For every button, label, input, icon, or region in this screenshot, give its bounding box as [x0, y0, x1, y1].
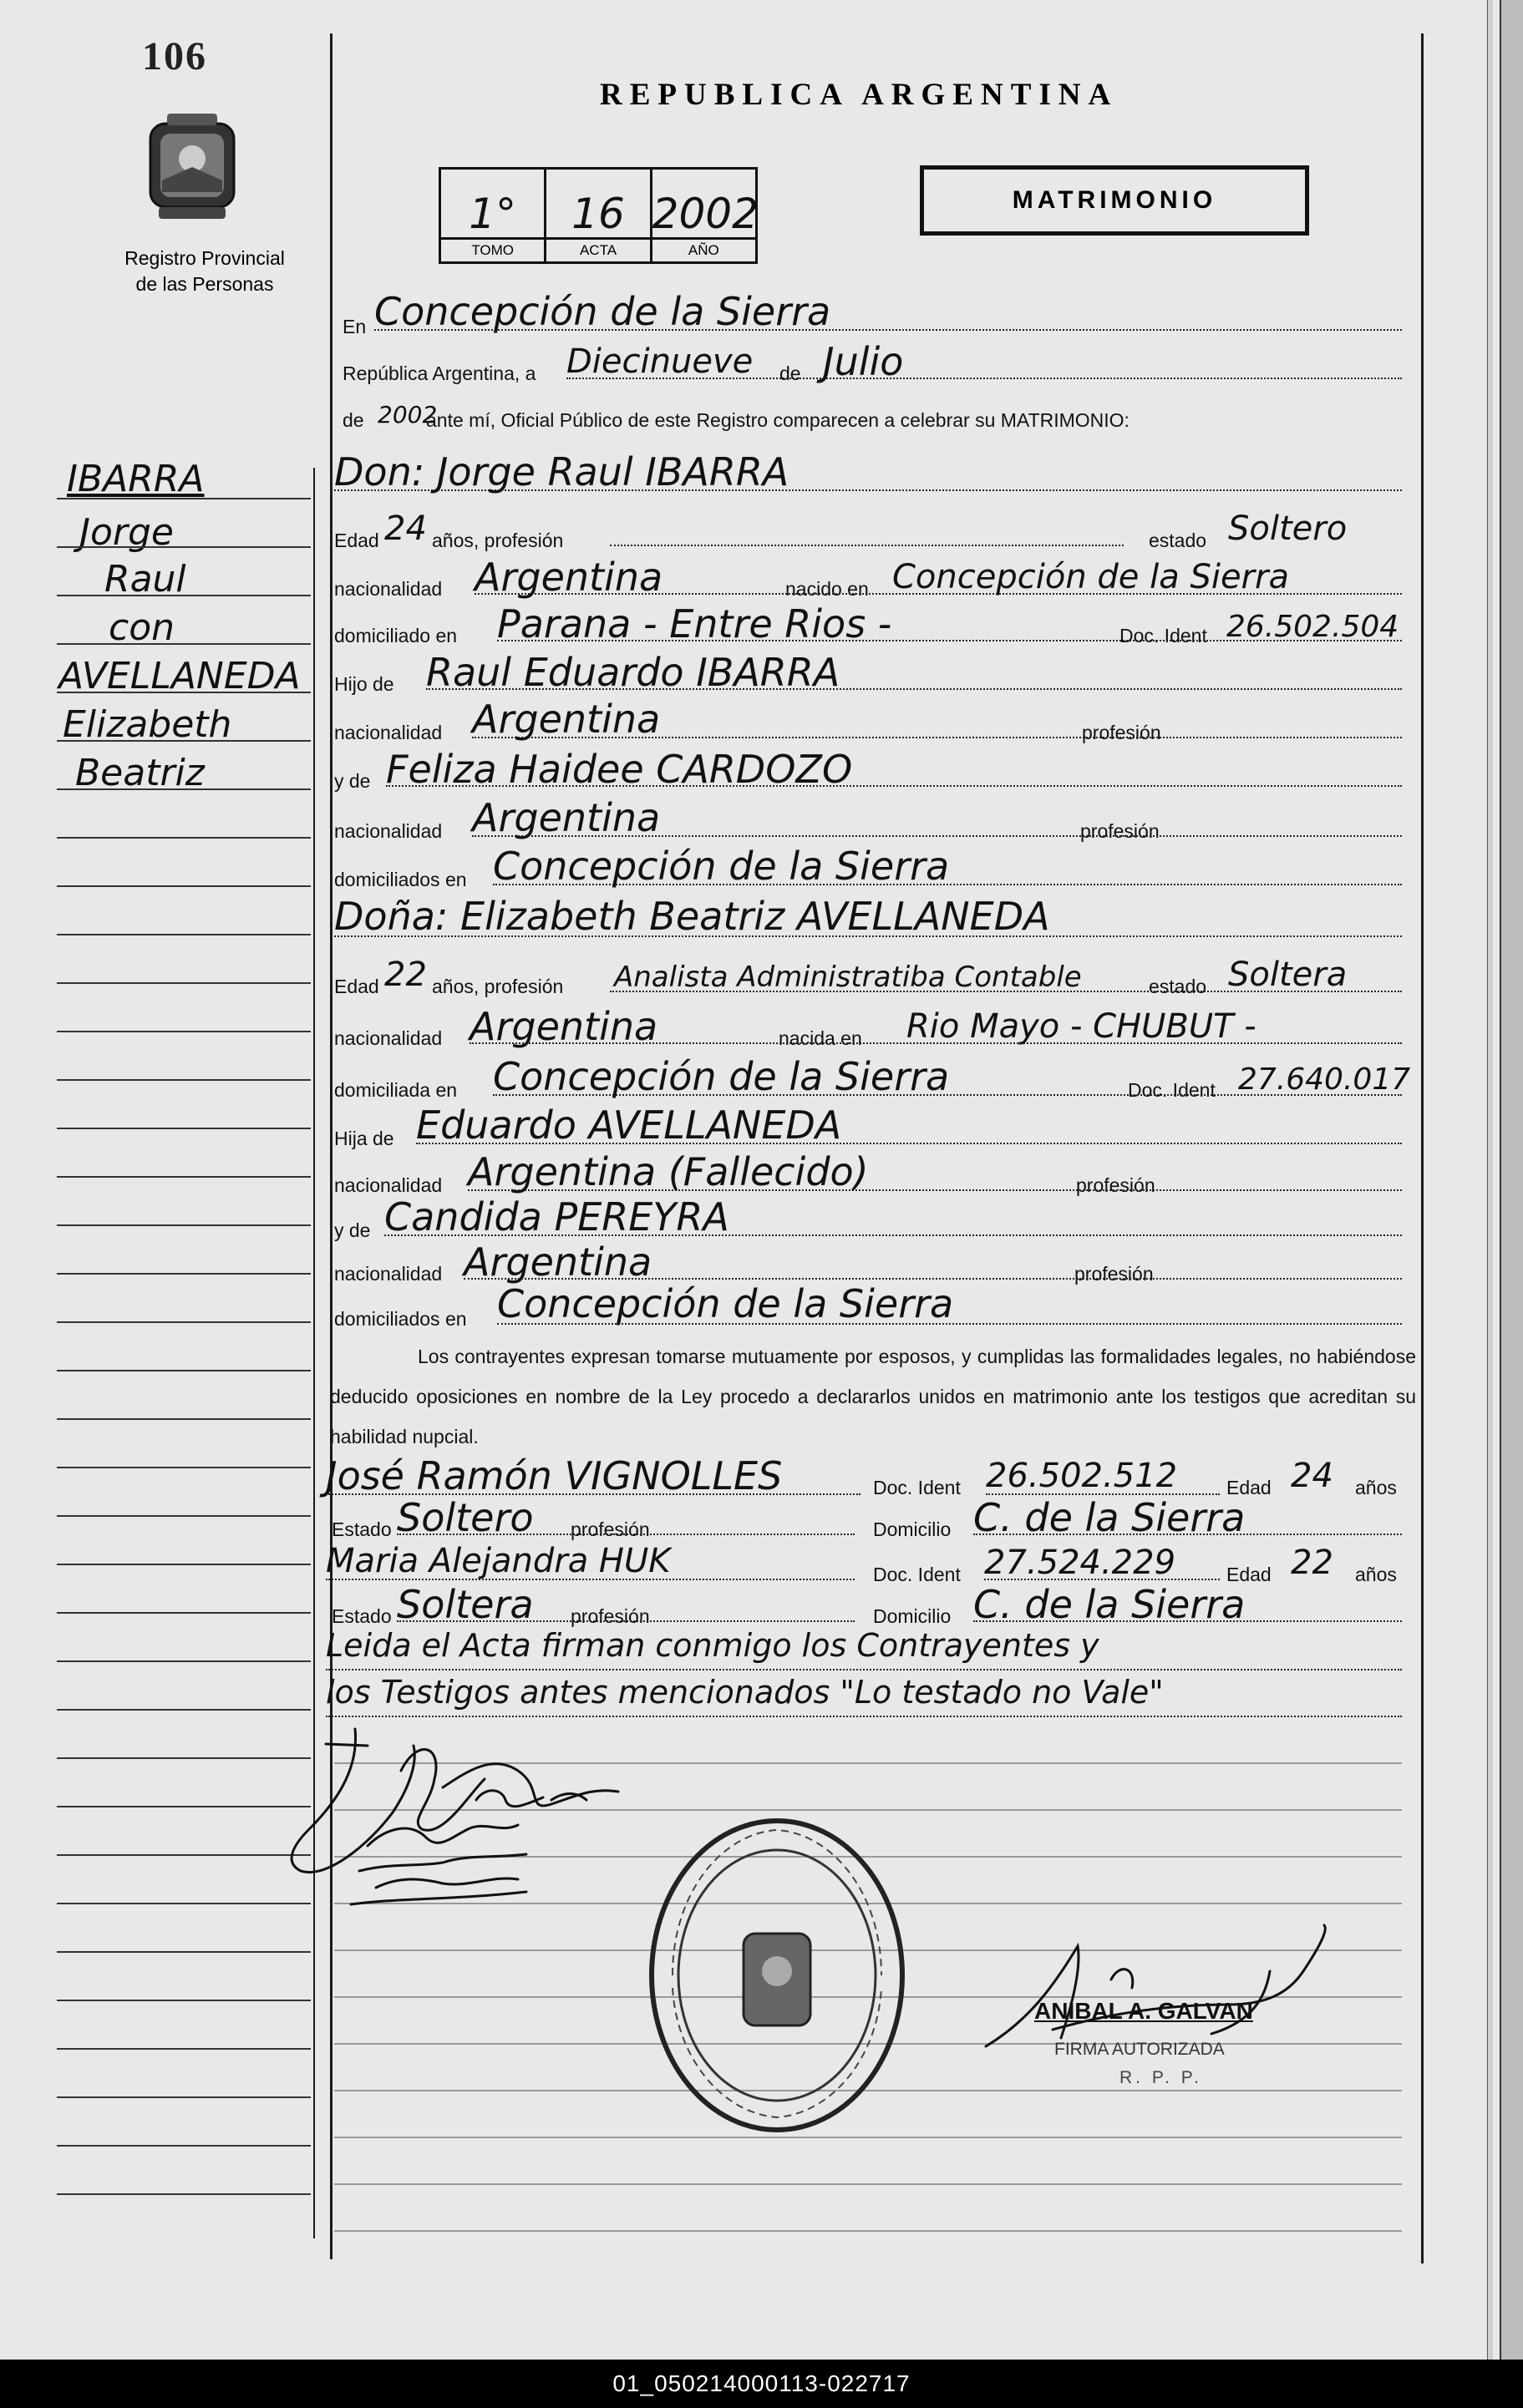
rule [497, 640, 1402, 641]
groom-mother-nac-label: nacionalidad [334, 820, 443, 842]
groom-doc-label: Doc. Ident [1119, 625, 1207, 646]
witness2-name: Maria Alejandra HUK [326, 1542, 671, 1580]
groom-yde-label: y de [334, 770, 371, 792]
margin-surname: IBARRA [67, 458, 205, 500]
rule [566, 378, 1402, 379]
acta-value: 16 [571, 190, 625, 238]
page-number: 106 [142, 34, 207, 79]
margin-rule [57, 2096, 311, 2098]
groom-nacido-label: nacido en [785, 578, 869, 600]
registry-line-2: de las Personas [135, 273, 274, 295]
groom-domicilio: Parana - Entre Rios - [497, 601, 892, 646]
groom-father-nac-label: nacionalidad [334, 722, 443, 743]
official-name: ANIBAL A. GALVAN [1034, 1998, 1253, 2024]
margin-rule [57, 1806, 311, 1807]
bride-yde-label: y de [334, 1219, 371, 1241]
margin-rule [57, 1128, 311, 1129]
witness2-domicilio: C. de la Sierra [973, 1582, 1246, 1627]
witness2-age: 22 [1291, 1544, 1333, 1582]
bride-nacionalidad: Argentina [470, 1004, 658, 1049]
margin-rule [57, 934, 311, 935]
groom-edad-label: Edad [334, 530, 379, 551]
rule [326, 1579, 855, 1580]
groom-parents-dom-label: domiciliados en [334, 869, 467, 890]
de-label: de [779, 362, 801, 384]
groom-estado: Soltero [1228, 509, 1348, 548]
margin-rule [57, 692, 311, 693]
margin-frame-line [313, 468, 315, 2238]
margin-rule [57, 643, 311, 645]
groom-parents-domicilio: Concepción de la Sierra [493, 844, 950, 889]
witness1-edad-label: Edad [1226, 1477, 1272, 1498]
country-heading: REPUBLICA ARGENTINA [600, 78, 1119, 112]
rule [384, 1234, 1402, 1236]
rule [426, 688, 1402, 690]
marriage-year: 2002 [378, 401, 438, 428]
margin-rule [57, 1612, 311, 1614]
rule [397, 1534, 855, 1535]
rule [386, 785, 1402, 787]
margin-line-2: Jorge [79, 511, 174, 554]
groom-age: 24 [384, 509, 427, 548]
margin-rule [57, 1224, 311, 1226]
margin-rule [57, 498, 311, 499]
ano-label: AÑO [652, 237, 755, 261]
bride-profesion-label: años, profesión [432, 976, 564, 997]
de2-label: de [343, 409, 364, 431]
groom-mother-nacionalidad: Argentina [472, 795, 661, 840]
bride-doc: 27.640.017 [1238, 1062, 1411, 1097]
margin-rule [57, 2000, 311, 2001]
bride-mother: Candida PEREYRA [384, 1194, 729, 1239]
witness2-estado: Soltera [397, 1582, 534, 1627]
bride-parents-domicilio: Concepción de la Sierra [497, 1281, 954, 1326]
margin-rule [57, 982, 311, 984]
rule [397, 1620, 855, 1622]
spouse-signatures [276, 1721, 660, 1913]
republica-label: República Argentina, a [343, 362, 536, 384]
bride-edad-label: Edad [334, 976, 379, 997]
margin-rule [57, 740, 311, 742]
margin-line-6: Elizabeth [63, 703, 232, 746]
bride-father-prof-label: profesión [1076, 1174, 1155, 1196]
rule [493, 884, 1402, 885]
rule [464, 1278, 1402, 1280]
groom-mother-prof-label: profesión [1080, 820, 1160, 842]
rule [468, 1189, 1402, 1191]
bride-estado: Soltera [1228, 956, 1348, 994]
rule [326, 1716, 1402, 1717]
groom-mother: Feliza Haidee CARDOZO [386, 747, 853, 792]
en-label: En [343, 316, 367, 337]
bride-hija-label: Hija de [334, 1128, 394, 1149]
bride-father-nac-label: nacionalidad [334, 1174, 443, 1196]
bride-doc-label: Doc. Ident [1128, 1079, 1216, 1101]
witness2-estado-label: Estado [332, 1605, 392, 1627]
margin-rule [57, 2048, 311, 2050]
witness2-anos-label: años [1355, 1564, 1397, 1585]
record-number-box [439, 167, 758, 264]
document-type-box [920, 165, 1309, 236]
margin-rule [57, 546, 311, 548]
body-rule [334, 2183, 1402, 2185]
rule [472, 835, 1402, 837]
bride-age: 22 [384, 956, 427, 994]
registry-name [100, 246, 309, 297]
bride-birthplace: Rio Mayo - CHUBUT - [906, 1007, 1256, 1046]
witness2-dom-label: Domicilio [873, 1605, 952, 1627]
bride-parents-dom-label: domiciliados en [334, 1308, 467, 1330]
rule [493, 1094, 1402, 1096]
left-frame-line [330, 33, 333, 2259]
margin-rule [57, 1564, 311, 1565]
witness1-age: 24 [1291, 1457, 1333, 1495]
margin-rule [57, 788, 311, 790]
rule [470, 1042, 1402, 1044]
acta-label: ACTA [546, 237, 649, 261]
right-frame-line [1421, 33, 1424, 2264]
groom-nac-label: nacionalidad [334, 578, 443, 600]
witness1-estado-label: Estado [332, 1518, 392, 1540]
binding-edge [1500, 0, 1523, 2360]
rule [610, 545, 1124, 546]
margin-rule [57, 1176, 311, 1178]
rule [475, 593, 1402, 595]
margin-line-3: Raul [104, 558, 186, 601]
margin-rule [57, 1467, 311, 1468]
witness1-anos-label: años [1355, 1477, 1397, 1498]
ano-value: 2002 [652, 190, 759, 238]
tomo-cell [441, 170, 546, 261]
rule [334, 489, 1402, 491]
declaration-text: Los contrayentes expresan tomarse mutuamente por esposos, y cumplidas las formalidades legales, no habiéndose deducido oposiciones en nombre de la Ley procedo a declararlos unidos en matrimonio ante los testigos que acreditan su habilidad nupcial. [330, 1346, 1416, 1447]
margin-rule [57, 1660, 311, 1662]
margin-rule [57, 1951, 311, 1953]
witness1-doc-label: Doc. Ident [873, 1477, 961, 1498]
closing-line-1: Leida el Acta firman conmigo los Contrayentes y [326, 1627, 1099, 1664]
rule [984, 1579, 1220, 1580]
official-title: FIRMA AUTORIZADA [1054, 2040, 1225, 2059]
margin-rule [57, 595, 311, 596]
tomo-label: TOMO [441, 237, 544, 261]
margin-rule [57, 1273, 311, 1275]
witness1-profesion-label: profesión [571, 1518, 650, 1540]
margin-rule [57, 1031, 311, 1032]
coat-of-arms-icon [142, 109, 242, 226]
witness2-profesion-label: profesión [571, 1605, 650, 1627]
marriage-day: Diecinueve [566, 342, 754, 381]
registry-line-1: Registro Provincial [124, 247, 285, 269]
groom-profesion-label: años, profesión [432, 530, 564, 551]
margin-rule [57, 1709, 311, 1711]
rule [497, 1323, 1402, 1325]
groom-doc: 26.502.504 [1226, 610, 1399, 644]
margin-rule [57, 885, 311, 887]
rule [472, 737, 1402, 738]
margin-rule [57, 1515, 311, 1517]
bride-profesion: Analista Administratiba Contable [614, 961, 1082, 994]
margin-rule [57, 1854, 311, 1856]
marriage-month: Julio [823, 339, 904, 384]
acta-cell [546, 170, 652, 261]
tomo-value: 1° [469, 190, 517, 238]
bride-father: Eduardo AVELLANEDA [416, 1103, 842, 1148]
margin-rule [57, 1418, 311, 1420]
closing-line-2: los Testigos antes mencionados "Lo testado no Vale" [326, 1674, 1164, 1711]
margin-rule [57, 1903, 311, 1904]
witness2-doc-label: Doc. Ident [873, 1564, 961, 1585]
margin-rule [57, 1370, 311, 1371]
witness2-doc: 27.524.229 [984, 1544, 1176, 1582]
rule [973, 1620, 1402, 1622]
margin-rule [57, 2145, 311, 2147]
intro-text: ante mí, Oficial Público de este Registro comparecen a celebrar su MATRIMONIO: [426, 409, 1130, 431]
bride-mother-nacionalidad: Argentina [464, 1239, 652, 1285]
witness1-doc: 26.502.512 [986, 1457, 1178, 1495]
rule [334, 935, 1402, 937]
groom-hijo-label: Hijo de [334, 673, 394, 695]
witness2-edad-label: Edad [1226, 1564, 1272, 1585]
groom-father-prof-label: profesión [1082, 722, 1161, 743]
margin-rule [57, 837, 311, 839]
bride-estado-label: estado [1149, 976, 1207, 997]
bride-name: Doña: Elizabeth Beatriz AVELLANEDA [334, 894, 1050, 939]
official-office: R. P. P. [1119, 2068, 1202, 2087]
witness1-estado: Soltero [397, 1495, 534, 1540]
margin-rule [57, 2193, 311, 2195]
document-type: MATRIMONIO [1012, 186, 1217, 214]
margin-line-5: AVELLANEDA [58, 655, 301, 697]
bride-nacida-label: nacida en [779, 1027, 862, 1049]
bride-dom-label: domiciliada en [334, 1079, 458, 1101]
groom-nacionalidad: Argentina [475, 555, 663, 600]
margin-rule [57, 1079, 311, 1081]
margin-line-7: Beatriz [75, 752, 205, 794]
archive-id: 01_050214000113-022717 [612, 2370, 911, 2396]
ano-cell [652, 170, 759, 261]
rule [326, 1669, 1402, 1670]
bride-mother-nac-label: nacionalidad [334, 1263, 443, 1285]
page-edge [1487, 0, 1493, 2360]
margin-rule [57, 1321, 311, 1323]
body-rule [334, 2230, 1402, 2232]
margin-line-4: con [109, 606, 175, 649]
witness1-dom-label: Domicilio [873, 1518, 952, 1540]
groom-estado-label: estado [1149, 530, 1207, 551]
bride-nac-label: nacionalidad [334, 1027, 443, 1049]
margin-rule [57, 1757, 311, 1759]
witness1-domicilio: C. de la Sierra [973, 1495, 1246, 1540]
groom-name: Don: Jorge Raul IBARRA [334, 449, 789, 494]
groom-father-nacionalidad: Argentina [472, 697, 661, 742]
rule [416, 1143, 1402, 1144]
bride-mother-prof-label: profesión [1074, 1263, 1154, 1285]
rule [374, 329, 1402, 331]
groom-dom-label: domiciliado en [334, 625, 458, 646]
bride-domicilio: Concepción de la Sierra [493, 1054, 950, 1099]
groom-birthplace: Concepción de la Sierra [892, 558, 1289, 596]
rule [610, 991, 1402, 992]
registry-seal-stamp [639, 1808, 915, 2142]
marriage-place: Concepción de la Sierra [374, 289, 831, 334]
rule [973, 1534, 1402, 1535]
bride-father-nacionalidad: Argentina (Fallecido) [468, 1149, 869, 1194]
groom-father: Raul Eduardo IBARRA [426, 650, 840, 695]
witness1-name: José Ramón VIGNOLLES [326, 1453, 783, 1498]
